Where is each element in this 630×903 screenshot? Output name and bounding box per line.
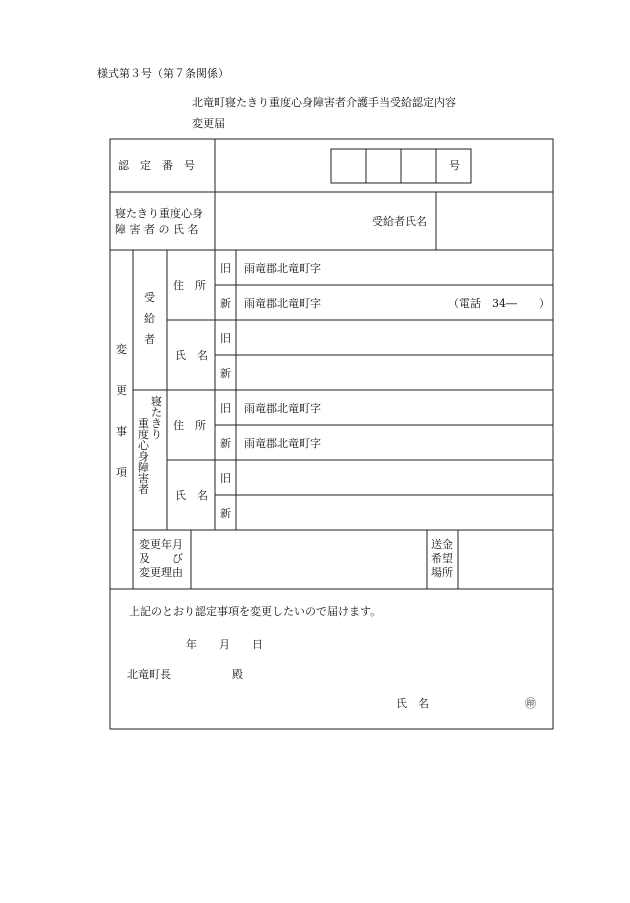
patient-name-field-label: 氏 名 <box>175 489 208 502</box>
patient-address-old-label: 旧 <box>220 402 231 415</box>
cert-number-suffix: 号 <box>449 159 460 172</box>
recipient-name-new-label: 新 <box>220 367 231 380</box>
patient-name-old-label: 旧 <box>220 472 231 485</box>
recipient-group-label: 受 給 者 <box>144 291 155 346</box>
recipient-address-old-label: 旧 <box>220 262 231 275</box>
patient-label-line1: 寝たきり重度心身 <box>115 207 203 220</box>
recipient-address-old-value: 雨竜郡北竜町字 <box>244 262 321 275</box>
patient-address-label: 住 所 <box>173 419 206 432</box>
patient-address-new-value: 雨竜郡北竜町字 <box>244 437 321 450</box>
statement-text: 上記のとおり認定事項を変更したいので届けます。 <box>129 605 382 618</box>
change-items-label: 変 更 事 項 <box>116 343 127 479</box>
patient-address-new-label: 新 <box>220 437 231 450</box>
recipient-name-old-label: 旧 <box>220 332 231 345</box>
recipient-address-new-label: 新 <box>220 297 231 310</box>
recipient-name-label: 受給者氏名 <box>372 215 427 228</box>
addressee: 北竜町長 <box>127 668 171 681</box>
document-title: 北竜町寝たきり重度心身障害者介護手当受給認定内容 <box>192 96 456 109</box>
recipient-phone-label: （電話 34― ） <box>448 297 550 310</box>
recipient-name-field-label: 氏 名 <box>175 349 208 362</box>
remittance-place-label: 送金 希望 場所 <box>431 538 453 579</box>
recipient-address-new-value: 雨竜郡北竜町字 <box>244 297 321 310</box>
signer-name-label: 氏 名 <box>396 697 429 710</box>
seal-mark: ㊞ <box>525 697 536 710</box>
change-date-reason-label: 変更年月 及 び 変更理由 <box>139 538 183 579</box>
document-subtitle: 変更届 <box>192 117 225 130</box>
cert-number-label: 認 定 番 号 <box>118 159 195 172</box>
patient-address-old-value: 雨竜郡北竜町字 <box>244 402 321 415</box>
date-line: 年 月 日 <box>186 638 263 651</box>
patient-name-new-label: 新 <box>220 507 231 520</box>
patient-label-line2: 障 害 者 の 氏 名 <box>115 223 199 236</box>
recipient-address-label: 住 所 <box>173 279 206 292</box>
honorific: 殿 <box>232 668 243 681</box>
patient-group-label: 寝 た き り 重 度 心 身 障 害 者 <box>138 395 162 496</box>
form-number: 様式第３号（第７条関係） <box>97 67 229 80</box>
